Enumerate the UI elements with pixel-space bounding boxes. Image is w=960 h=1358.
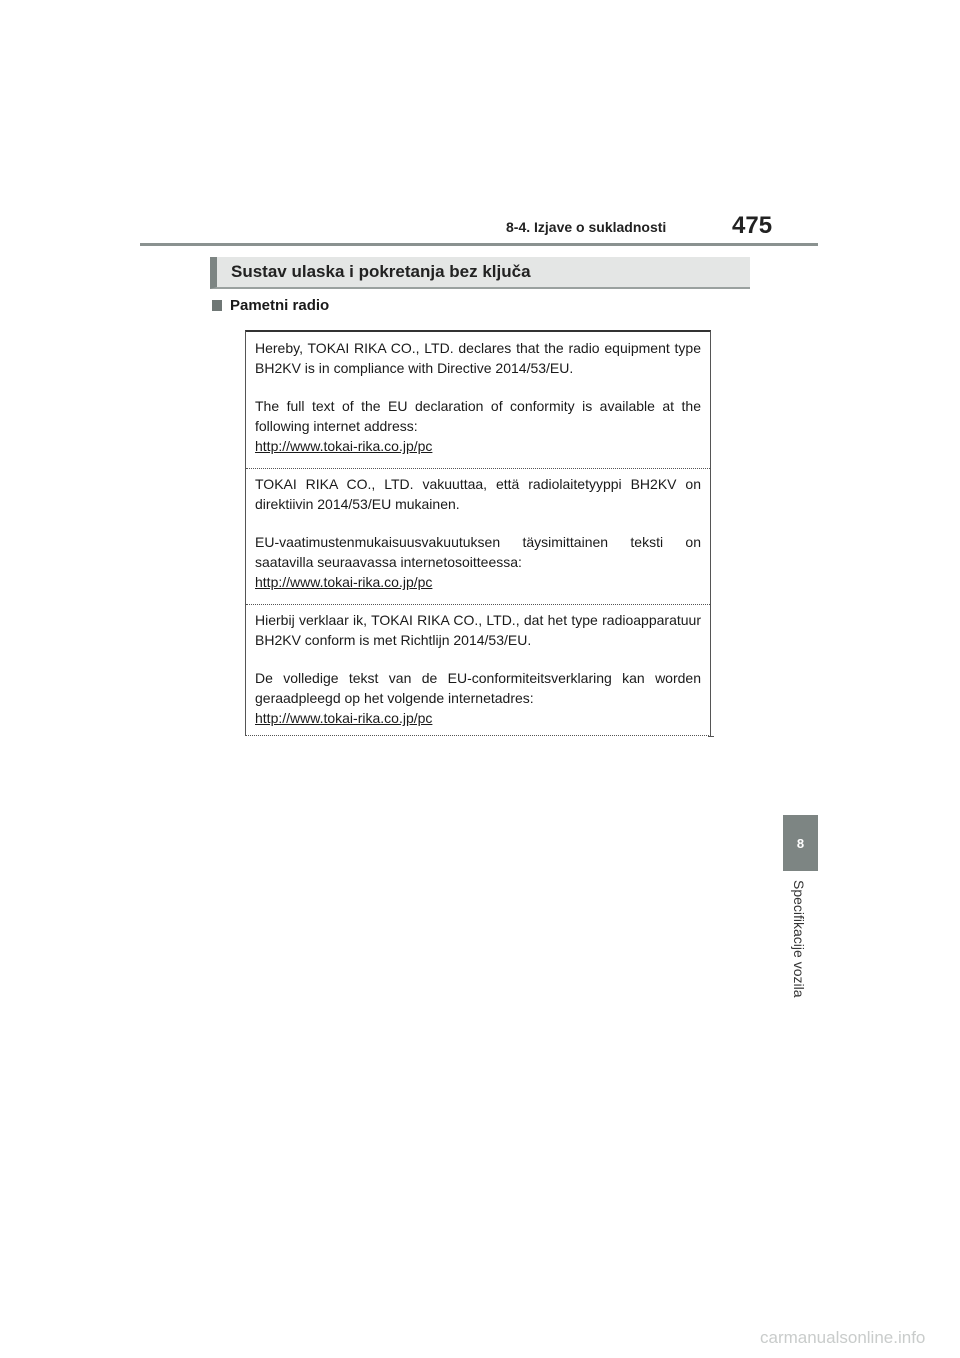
declaration-box (245, 330, 711, 736)
subheading-text: Pametni radio (230, 297, 330, 314)
section-divider (246, 468, 710, 469)
declaration-availability: EU-vaatimustenmukaisuusvakuutuksen täysimittainen teksti on saatavilla seuraavassa internetosoitteessa: (255, 534, 701, 570)
declaration-english (246, 338, 710, 456)
declaration-link[interactable]: http://www.tokai-rika.co.jp/pc (255, 574, 433, 590)
header-rule (140, 243, 818, 246)
declaration-statement: Hierbij verklaar ik, TOKAI RIKA CO., LTD., dat het type radioapparatuur BH2KV conform is met Richtlijn 2014/53/EU. (255, 612, 701, 648)
declaration-statement: Hereby, TOKAI RIKA CO., LTD. declares that the radio equipment type BH2KV is in compliance with Directive 2014/53/EU. (255, 340, 701, 376)
section-title-box (210, 257, 750, 289)
header-section-label: 8-4. Izjave o sukladnosti (506, 219, 667, 235)
chapter-label: Specifikacije vozila (791, 880, 807, 998)
watermark: carmanualsonline.info (760, 1328, 926, 1347)
section-title: Sustav ulaska i pokretanja bez ključa (231, 262, 531, 281)
subheading (212, 297, 329, 314)
declaration-link[interactable]: http://www.tokai-rika.co.jp/pc (255, 710, 433, 726)
declaration-link[interactable]: http://www.tokai-rika.co.jp/pc (255, 438, 433, 454)
chapter-number: 8 (796, 835, 805, 851)
corner-tick (708, 736, 714, 737)
page-number: 475 (732, 212, 773, 239)
section-divider (246, 604, 710, 605)
declaration-statement: TOKAI RIKA CO., LTD. vakuuttaa, että radiolaitetyyppi BH2KV on direktiivin 2014/53/EU mukainen. (255, 476, 701, 512)
declaration-dutch (246, 610, 710, 728)
declaration-availability: De volledige tekst van de EU-conformiteitsverklaring kan worden geraadpleegd op het volgende internetadres: (255, 670, 701, 706)
bullet-square-icon (212, 300, 222, 311)
declaration-availability: The full text of the EU declaration of conformity is available at the following internet address: (255, 398, 701, 434)
declaration-finnish (246, 474, 710, 592)
chapter-tab[interactable] (783, 815, 818, 871)
